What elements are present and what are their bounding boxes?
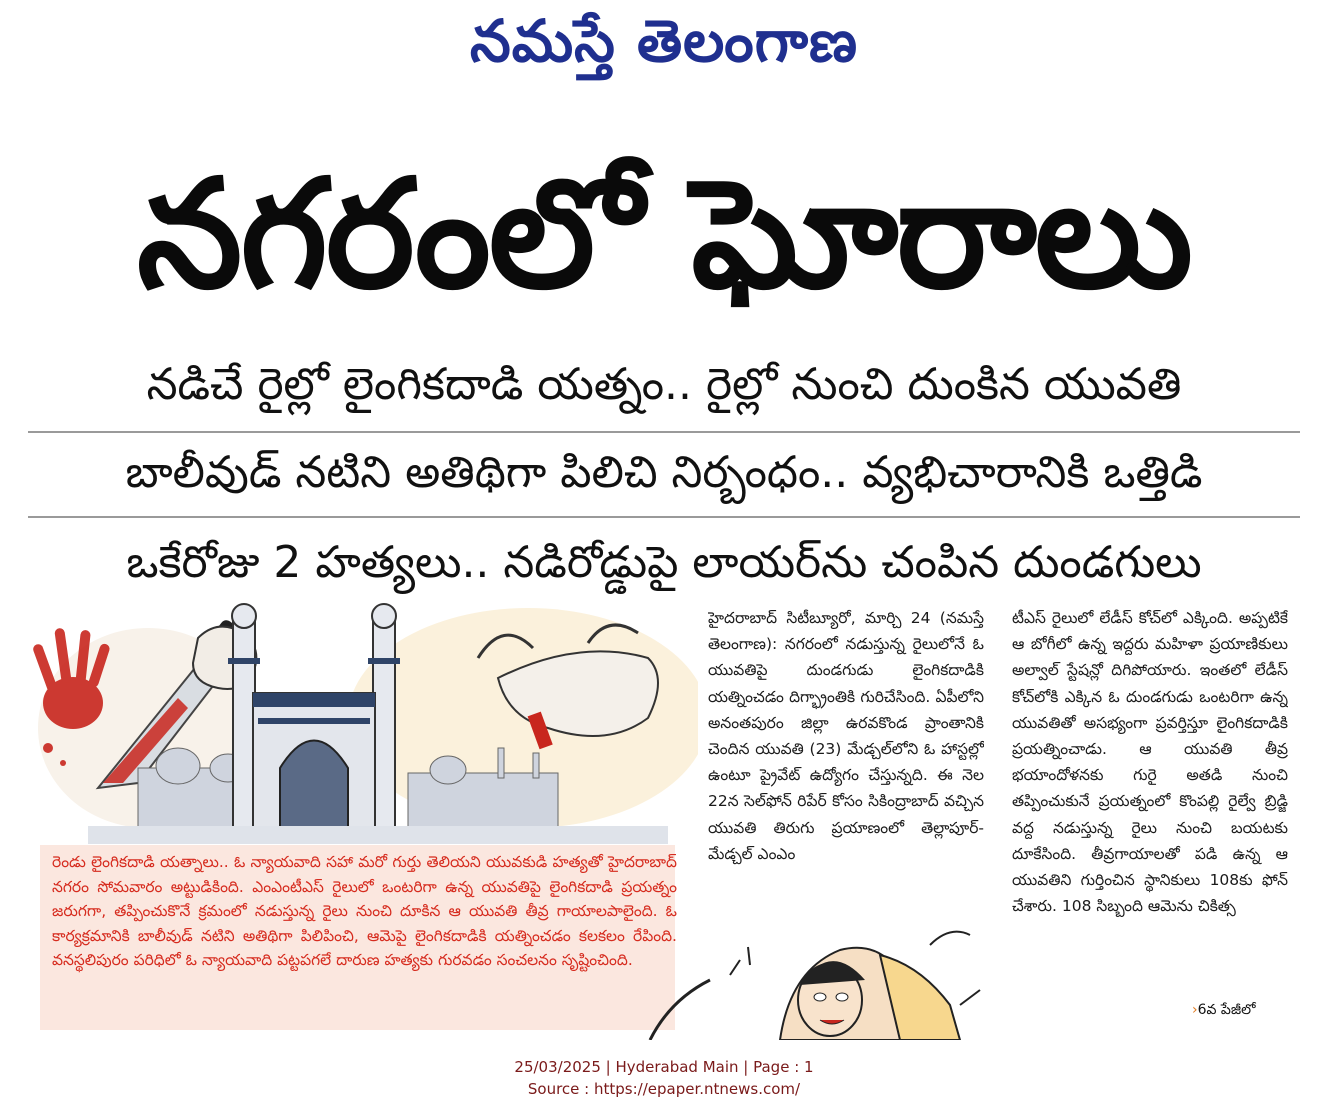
subheadline-2: బాలీవుడ్ నటిని అతిథిగా పిలిచి నిర్బంధం.. వ్యభిచారానికి ఒత్తిడి [125,447,1203,498]
divider [28,516,1300,518]
charminar-illustration-image [28,598,698,844]
footer-source-link[interactable]: Source : https://epaper.ntnews.com/ [527,1080,801,1098]
article-column-1: హైదరాబాద్ సిటీబ్యూరో, మార్చి 24 (నమస్తే తెలంగాణ): నగరంలో నడుస్తున్న రైలులోనే ఓ యువతిపై దుండగుడు లైంగికదాడికి యత్నించడం దిగ్భ్రాంతికి గురిచేసింది. ఏపీలోని అనంతపురం జిల్లా ఉరవకొండ ప్రాంతానికి చెందిన యువతి (23) మేడ్చల్‌లోని ఓ హాస్టల్లో ఉంటూ ప్రైవేట్ ఉద్యోగం చేస్తున్నది. ఈ నెల 22న సెల్‌ఫోన్ రిపేర్ కోసం సికింద్రాబాద్ వచ్చిన యువతి తిరుగు ప్రయాణంలో తెల్లాపూర్-మేడ్చల్ ఎంఎం [708,609,984,863]
charminar-icon [228,604,400,828]
cartoon-figure [630,915,990,1040]
footer [0,1056,1328,1100]
chevron-right-icon: › [1192,1002,1198,1018]
crime-illustration [28,598,698,844]
footer-edition-info: 25/03/2025 | Hyderabad Main | Page : 1 [514,1058,814,1076]
article-column-2: టీఎస్ రైలులో లేడీస్ కోచ్‌లో ఎక్కింది. అప్పటికే ఆ బోగీలో ఉన్న ఇద్దరు మహిళా ప్రయాణికులు అల్వాల్ స్టేషన్లో దిగిపోయారు. ఇంతలో లేడీస్ కోచ్‌లోకి ఎక్కిన ఓ దుండగుడు ఒంటరిగా ఉన్న యువతితో అసభ్యంగా ప్రవర్తిస్తూ లైంగికదాడికి ప్రయత్నించాడు. ఆ యువతి తీవ్ర భయాందోళనకు గురై అతడి నుంచి తప్పించుకునే ప్రయత్నంలో కొంపల్లి రైల్వే బ్రిడ్జి వద్ద నడుస్తున్న రైలు నుంచి బయటకు దూకేసింది. తీవ్రగాయాలతో పడి ఉన్న ఆ యువతిని గుర్తించిన స్థానికులు 108కు ఫోన్ చేశారు. 108 సిబ్బంది ఆమెను చికిత్స [1012,609,1288,916]
headline: నగరంలో ఘోరాలు [137,148,1191,322]
frightened-woman-cartoon-image [630,915,990,1040]
summary-caption: రెండు లైంగికదాడి యత్నాలు.. ఓ న్యాయవాది సహా మరో గుర్తు తెలియని యువకుడి హత్యతో హైదరాబాద్ నగరం సోమవారం అట్టుడికింది. ఎంఎంటీఎస్ రైలులో ఒంటరిగా ఉన్న యువతిపై లైంగికదాడి ప్రయత్నం జరుగగా, తప్పించుకొనే క్రమంలో నడుస్తున్న రైలు నుంచి దూకిన ఆ యువతి తీవ్ర గాయాలపాలైంది. ఓ కార్యక్రమానికి బాలీవుడ్ నటిని అతిథిగా పిలిపించి, ఆమెపై లైంగికదాడికి యత్నించడం కలకలం రేపింది. వనస్థలిపురం పరిధిలో ఓ న్యాయవాది పట్టపగలే దారుణ హత్యకు గురవడం సంచలనం సృష్టించింది. [52,853,677,970]
divider [28,431,1300,433]
continued-on-page-link[interactable] [1192,998,1292,1022]
masthead: నమస్తే తెలంగాణ [470,7,858,75]
continued-label: 6వ పేజీలో [1197,1002,1256,1018]
subheadline-1: నడిచే రైల్లో లైంగికదాడి యత్నం.. రైల్లో నుంచి దుంకిన యువతి [146,359,1182,410]
subheadline-3: ఒకేరోజు 2 హత్యలు.. నడిరోడ్డుపై లాయర్‌ను చంపిన దుండగులు [126,537,1202,588]
